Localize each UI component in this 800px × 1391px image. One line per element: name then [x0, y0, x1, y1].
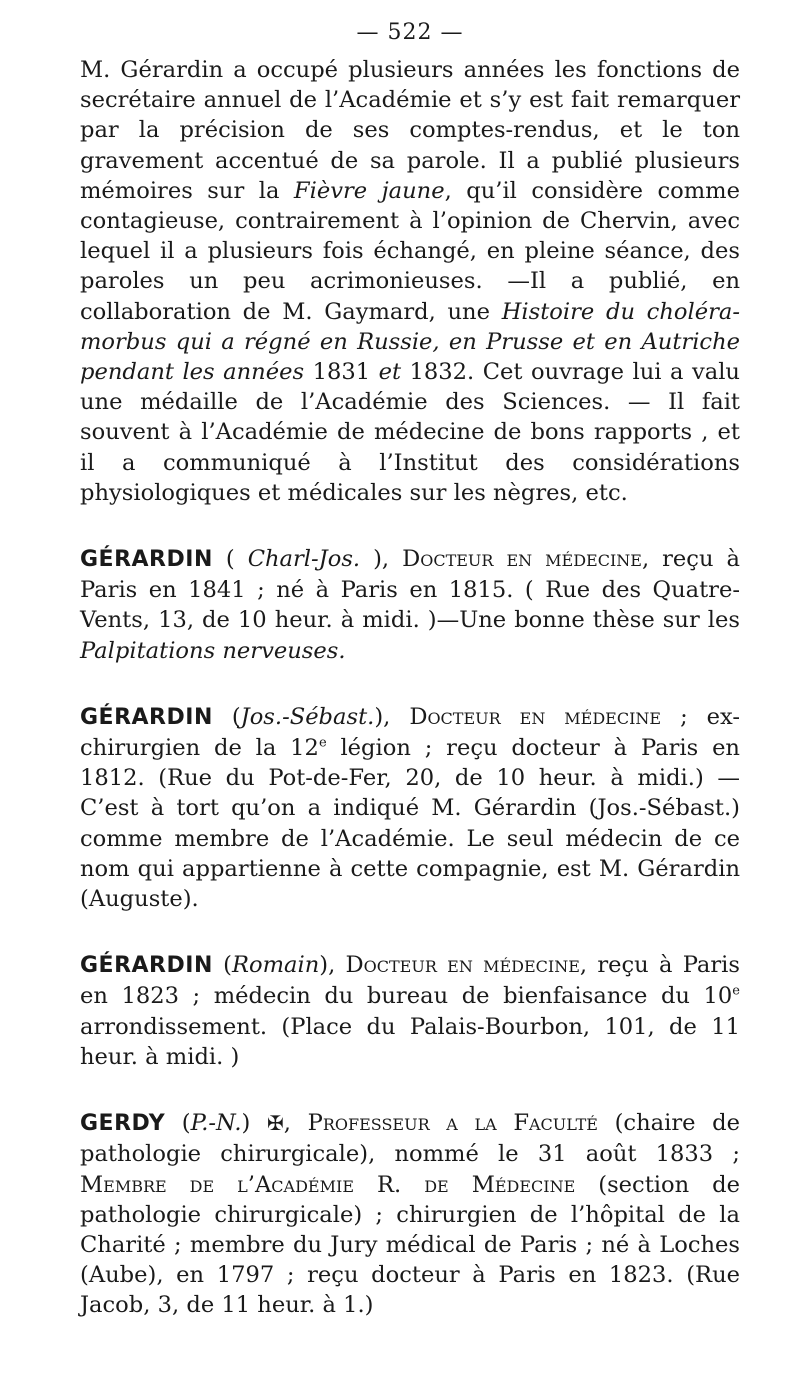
paragraph-gerardin-biography — [80, 55, 740, 508]
text-run: , — [283, 1110, 308, 1137]
entry-name: GÉRARDIN — [80, 704, 213, 730]
text-run: ( — [212, 546, 248, 573]
entry-body: arrondissement. (Place du Palais-Bourbon, 101, de 11 heur. à midi. ) — [80, 1013, 740, 1070]
entry-gerardin-romain — [80, 950, 740, 1072]
entry-body: légion ; reçu docteur à Paris en 1812. (Rue du Pot-de-Fer, 20, de 10 heur. à midi.) — C’est à tort qu’on a indiqué M. Gérardin (Jos.-Sébast.) comme membre de l’Académie. Le seul médecin de ce nom qui appartienne à cette compagnie, est M. Gérardin (Auguste). — [80, 735, 740, 913]
entry-given-name: P.-N. — [190, 1110, 242, 1137]
entry-gerardin-jos-sebast — [80, 702, 740, 914]
entry-title: Docteur en médecine — [409, 703, 662, 730]
entry-body: , reçu à Paris en 1823 ; médecin du bureau de bienfaisance du 10 — [80, 952, 741, 1010]
text-run: ( — [212, 952, 232, 979]
text-run: ), — [319, 952, 346, 979]
text-run: M. Gérardin a occupé plusieurs années les fonctions de secrétaire annuel de l’Académie et s’y est fait remarquer par la précision de ses comptes-rendus, et le ton gravement accentué de sa parole. Il a publié plusieurs mémoires sur la — [80, 57, 740, 204]
superscript: e — [732, 983, 740, 999]
legion-cross-icon: ✠ — [267, 1111, 284, 1136]
entry-given-name: Romain — [231, 952, 320, 979]
text-run: ), — [374, 703, 410, 730]
entry-name: GERDY — [80, 1111, 166, 1137]
text-run: ( — [212, 703, 241, 730]
entry-gerdy — [80, 1108, 740, 1320]
work-title-fievre-jaune: Fièvre jaune — [293, 177, 445, 204]
entry-gerardin-charl-jos — [80, 544, 740, 666]
entry-body: ; ex-chirurgien de la 12 — [80, 703, 740, 762]
document-page — [80, 20, 740, 1321]
text-run: , qu’il considère comme contagieuse, contrairement à l’opinion de Chervin, avec lequel il a plusieurs fois échangé, en pleine séance, des paroles un peu acrimonieuses. —Il a publié, en collaboration de M. Gaymard, une — [80, 177, 740, 325]
entry-title: Membre de l’Académie R. de Médecine — [80, 1171, 576, 1198]
text-run: 1831 — [304, 359, 379, 386]
entry-title: Docteur en médecine — [402, 546, 642, 573]
superscript: e — [318, 735, 327, 751]
page-number: — 522 — — [356, 20, 464, 45]
entry-title: Professeur a la Faculté — [307, 1110, 598, 1137]
entry-given-name: Jos.-Sébast. — [240, 703, 375, 730]
text-run: ) — [241, 1110, 268, 1137]
text-run: 1832. Cet ouvrage lui a valu une médaille de l’Académie des Sciences. — Il fait souvent à l’Académie de médecine de bons rapports , et il a communiqué à l’Institut des considérations physiologiques et médicales sur les nègres, etc. — [80, 359, 740, 506]
entry-title: Docteur en médecine — [345, 952, 580, 979]
work-title-cholera: Histoire du choléra-morbus qui a régné en Russie, en Prusse et en Autriche pendant les années — [80, 298, 740, 386]
entry-given-name: Charl-Jos. — [247, 546, 361, 573]
text-run: ), — [360, 546, 403, 573]
entry-name: GÉRARDIN — [80, 547, 213, 573]
entry-body: (section de pathologie chirurgicale) ; chirurgien de l’hôpital de la Charité ; membre du Jury médical de Paris ; né à Loches (Aube), en 1797 ; reçu docteur à Paris en 1823. (Rue Jacob, 3, de 11 heur. à 1.) — [80, 1171, 740, 1319]
thesis-title: Palpitations nerveuses. — [80, 637, 346, 664]
text-run: ( — [165, 1110, 191, 1137]
text-run-italic: et — [378, 359, 402, 386]
entry-body: (chaire de pathologie chirurgicale), nommé le 31 août 1833 ; — [80, 1110, 740, 1168]
entry-name: GÉRARDIN — [80, 953, 213, 979]
entry-body: , reçu à Paris en 1841 ; né à Paris en 1815. ( Rue des Quatre-Vents, 13, de 10 heur. à midi. )—Une bonne thèse sur les — [80, 546, 740, 634]
